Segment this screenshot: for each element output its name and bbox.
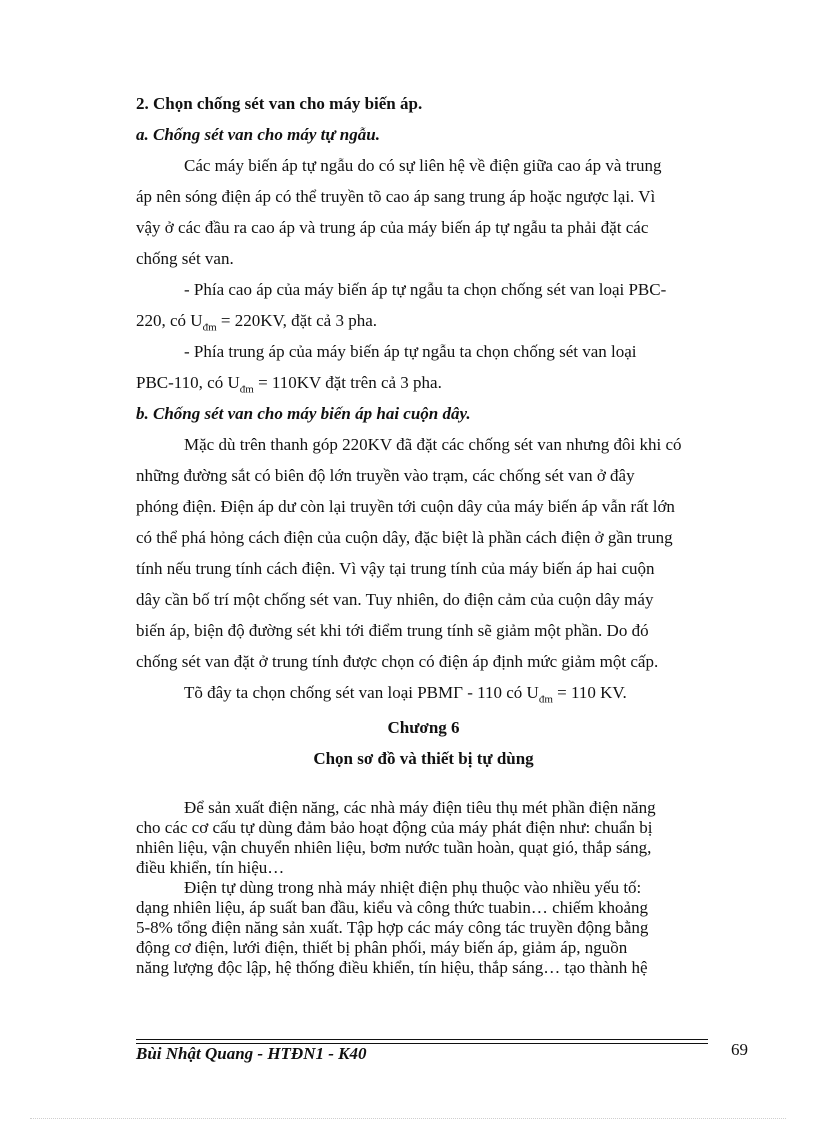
rating-prefix: PBC-110, có U	[136, 373, 240, 392]
chapter-paragraph1-line: điều khiển, tín hiệu…	[136, 858, 285, 877]
bullet-medium-voltage-rating	[136, 373, 442, 395]
rating-suffix: = 110KV đặt trên cả 3 pha.	[253, 373, 442, 392]
rating-prefix: 220, có U	[136, 311, 203, 330]
rating-subscript: đm	[202, 321, 217, 334]
rating-suffix: = 220KV, đặt cả 3 pha.	[216, 311, 377, 330]
bullet-medium-voltage-line: - Phía trung áp của máy biến áp tự ngẫu ta chọn chống sét van loại	[184, 342, 637, 361]
bullet-high-voltage-line: - Phía cao áp của máy biến áp tự ngẫu ta chọn chống sét van loại PBC-	[184, 280, 667, 299]
paragraph-b-line: Mặc dù trên thanh góp 220KV đã đặt các chống sét van nhưng đôi khi có	[184, 435, 682, 454]
paragraph-a-line: vậy ở các đầu ra cao áp và trung áp của máy biến áp tự ngẫu ta phải đặt các	[136, 218, 649, 237]
page-bottom-dotted-line	[30, 1118, 786, 1119]
paragraph-b-line: phóng điện. Điện áp dư còn lại truyền tới cuộn dây của máy biến áp vẫn rất lớn	[136, 497, 675, 516]
paragraph-b-line: tính nếu trung tính cách điện. Vì vậy tại trung tính của máy biến áp hai cuộn	[136, 559, 655, 578]
chapter-paragraph2-line: 5-8% tổng điện năng sản xuất. Tập hợp các máy công tác truyền động bằng	[136, 918, 649, 937]
paragraph-b-line: những đường sắt có biên độ lớn truyền vào trạm, các chống sét van ở đây	[136, 466, 635, 485]
page-number: 69	[731, 1040, 748, 1059]
section-heading: 2. Chọn chống sét van cho máy biến áp.	[136, 94, 423, 113]
chapter-paragraph2-line: dạng nhiên liệu, áp suất ban đầu, kiểu và công thức tuabin… chiếm khoảng	[136, 898, 648, 917]
subsection-a-heading: a. Chống sét van cho máy tự ngẫu.	[136, 125, 380, 144]
paragraph-a-line: áp nên sóng điện áp có thể truyền tõ cao áp sang trung áp hoặc ngược lại. Vì	[136, 187, 656, 206]
rating-subscript: đm	[239, 383, 254, 396]
subsection-b-heading: b. Chống sét van cho máy biến áp hai cuộn dây.	[136, 404, 471, 423]
chapter-paragraph2-line: năng lượng độc lập, hệ thống điều khiển, tín hiệu, thắp sáng… tạo thành hệ	[136, 958, 648, 977]
paragraph-b-line: chống sét van đặt ở trung tính được chọn có điện áp định mức giảm một cấp.	[136, 652, 659, 671]
chapter-paragraph1-line: nhiên liệu, vận chuyển nhiên liệu, bơm nước tuần hoàn, quạt gió, thắp sáng,	[136, 838, 652, 857]
chapter-subtitle: Chọn sơ đồ và thiết bị tự dùng	[313, 749, 534, 768]
chapter-paragraph2-line: động cơ điện, lưới điện, thiết bị phân phối, máy biến áp, giảm áp, nguồn	[136, 938, 628, 957]
chapter-paragraph2-line: Điện tự dùng trong nhà máy nhiệt điện phụ thuộc vào nhiều yếu tố:	[184, 878, 642, 897]
footer-rule-thick	[136, 1039, 708, 1040]
chapter-title: Chương 6	[387, 718, 460, 737]
selection-suffix: = 110 KV.	[552, 683, 627, 702]
chapter-paragraph1-line: cho các cơ cấu tự dùng đảm bảo hoạt động của máy phát điện như: chuẩn bị	[136, 818, 653, 837]
selection-subscript: đm	[538, 693, 553, 706]
footer-author: Bùi Nhật Quang - HTĐN1 - K40	[136, 1044, 367, 1063]
bullet-high-voltage-rating	[136, 311, 377, 333]
paragraph-a-line: Các máy biến áp tự ngẫu do có sự liên hệ về điện giữa cao áp và trung	[184, 156, 662, 175]
selection-prefix: Tõ đây ta chọn chống sét van loại PBMΓ - 110 có U	[184, 683, 539, 702]
paragraph-b-line: dây cần bố trí một chống sét van. Tuy nhiên, do điện cảm của cuộn dây máy	[136, 590, 654, 609]
paragraph-a-line: chống sét van.	[136, 249, 234, 268]
arrester-selection-line	[136, 683, 627, 705]
paragraph-b-line: có thể phá hỏng cách điện của cuộn dây, đặc biệt là phần cách điện ở gần trung	[136, 528, 673, 547]
chapter-paragraph1-line: Để sản xuất điện năng, các nhà máy điện tiêu thụ mét phần điện năng	[184, 798, 656, 817]
paragraph-b-line: biến áp, biện độ đường sét khi tới điểm trung tính sẽ giảm một phần. Do đó	[136, 621, 649, 640]
